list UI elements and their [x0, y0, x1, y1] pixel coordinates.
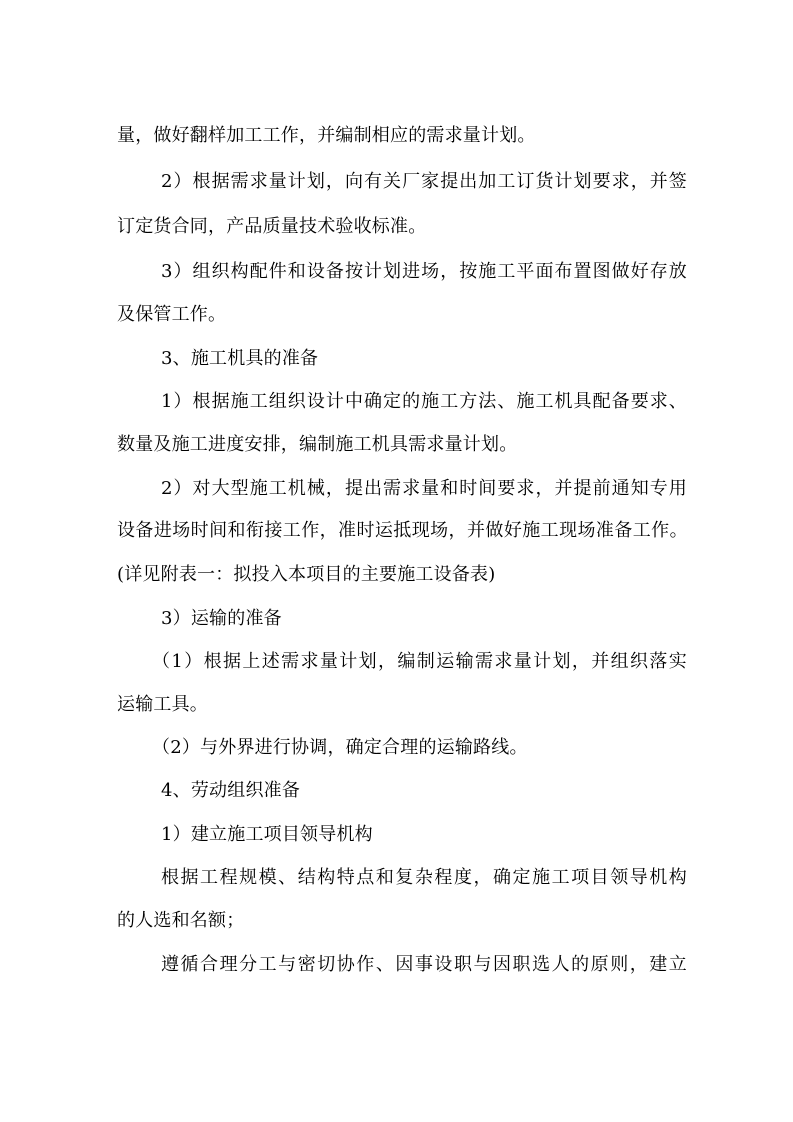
paragraph-line: （1）根据上述需求量计划，编制运输需求量计划，并组织落实 [152, 651, 687, 672]
paragraph-line: 2）根据需求量计划，向有关厂家提出加工订货计划要求，并签 [161, 171, 687, 192]
subsection-heading: 3）运输的准备 [161, 608, 282, 629]
paragraph-line: 遵循合理分工与密切协作、因事设职与因职选人的原则，建立 [161, 954, 687, 975]
subsection-heading: 1）建立施工项目领导机构 [161, 824, 373, 845]
section-heading: 4、劳动组织准备 [161, 780, 301, 801]
paragraph-line: 根据工程规模、结构特点和复杂程度，确定施工项目领导机构 [161, 867, 687, 888]
section-heading: 3、施工机具的准备 [161, 348, 319, 369]
paragraph-line: 运输工具。 [117, 694, 208, 715]
paragraph-line: (详见附表一：拟投入本项目的主要施工设备表) [117, 564, 496, 585]
paragraph-line: 设备进场时间和衔接工作，准时运抵现场，并做好施工现场准备工作。 [117, 520, 687, 541]
paragraph-line: 1）根据施工组织设计中确定的施工方法、施工机具配备要求、 [161, 391, 687, 412]
paragraph-line: 订定货合同，产品质量技术验收标准。 [117, 216, 427, 237]
paragraph-line: 2）对大型施工机械，提出需求量和时间要求，并提前通知专用 [161, 478, 687, 499]
paragraph-line: 数量及施工进度安排，编制施工机具需求量计划。 [117, 434, 518, 455]
paragraph-line: 3）组织构配件和设备按计划进场，按施工平面布置图做好存放 [161, 261, 687, 282]
paragraph-line: 量，做好翻样加工工作，并编制相应的需求量计划。 [117, 125, 536, 146]
paragraph-line: （2）与外界进行协调，确定合理的运输路线。 [152, 737, 528, 758]
paragraph-line: 及保管工作。 [117, 304, 227, 325]
paragraph-line: 的人选和名额； [117, 910, 245, 931]
